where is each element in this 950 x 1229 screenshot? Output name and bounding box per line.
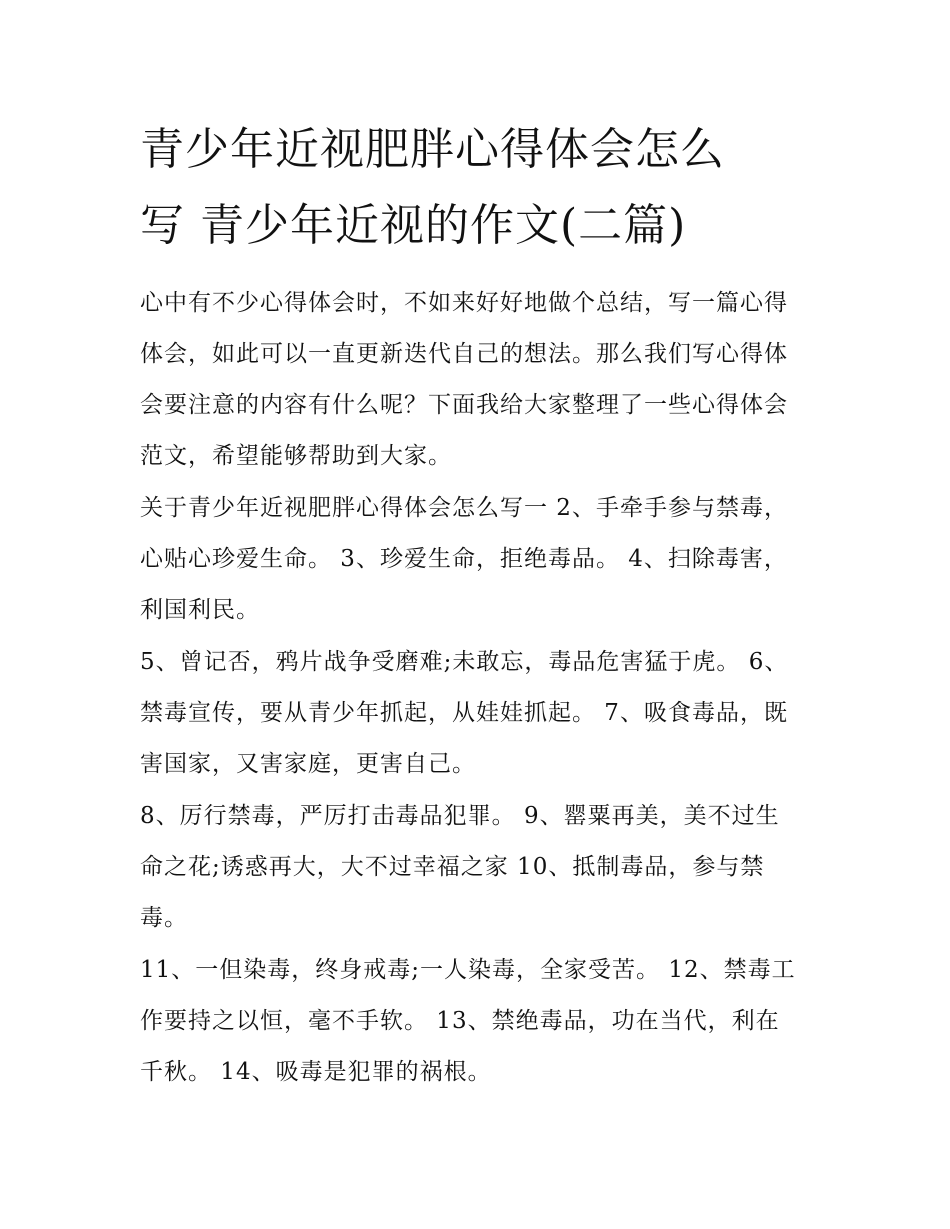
title-line: 写 青少年近视的作文(二篇) <box>140 200 687 251</box>
paragraph-line: 千秋。 14、吸毒是犯罪的祸根。 <box>140 1059 492 1085</box>
paragraph-line: 心中有不少心得体会时，不如来好好地做个总结，写一篇心得 <box>140 290 788 316</box>
paragraph-line: 害国家，又害家庭，更害自己。 <box>140 751 476 777</box>
paragraph-line: 会要注意的内容有什么呢？下面我给大家整理了一些心得体会 <box>140 392 788 418</box>
body-paragraph <box>140 791 820 944</box>
paragraph-line: 心贴心珍爱生命。 3、珍爱生命，拒绝毒品。 4、扫除毒害， <box>140 546 788 572</box>
paragraph-line: 毒。 <box>140 905 188 931</box>
body-paragraph <box>140 483 820 636</box>
document-title <box>140 112 820 264</box>
title-line: 青少年近视肥胖心得体会怎么 <box>140 124 725 175</box>
paragraph-line: 范文，希望能够帮助到大家。 <box>140 443 452 469</box>
paragraph-line: 禁毒宣传，要从青少年抓起，从娃娃抓起。 7、吸食毒品，既 <box>140 700 788 726</box>
intro-paragraph <box>140 278 820 482</box>
paragraph-line: 11、一但染毒，终身戒毒;一人染毒，全家受苦。 12、禁毒工 <box>140 957 796 983</box>
paragraph-line: 体会，如此可以一直更新迭代自己的想法。那么我们写心得体 <box>140 341 788 367</box>
body-paragraph <box>140 945 820 1098</box>
paragraph-line: 利国利民。 <box>140 597 260 623</box>
body-paragraph <box>140 637 820 790</box>
paragraph-line: 命之花;诱惑再大，大不过幸福之家 10、抵制毒品，参与禁 <box>140 854 765 880</box>
paragraph-line: 8、厉行禁毒，严厉打击毒品犯罪。 9、罂粟再美，美不过生 <box>140 803 780 829</box>
paragraph-line: 5、曾记否，鸦片战争受磨难;未敢忘，毒品危害猛于虎。 6、 <box>140 649 789 675</box>
paragraph-line: 作要持之以恒，毫不手软。 13、禁绝毒品，功在当代，利在 <box>140 1008 780 1034</box>
paragraph-line: 关于青少年近视肥胖心得体会怎么写一 2、手牵手参与禁毒， <box>140 495 788 521</box>
document-content <box>140 112 820 1098</box>
